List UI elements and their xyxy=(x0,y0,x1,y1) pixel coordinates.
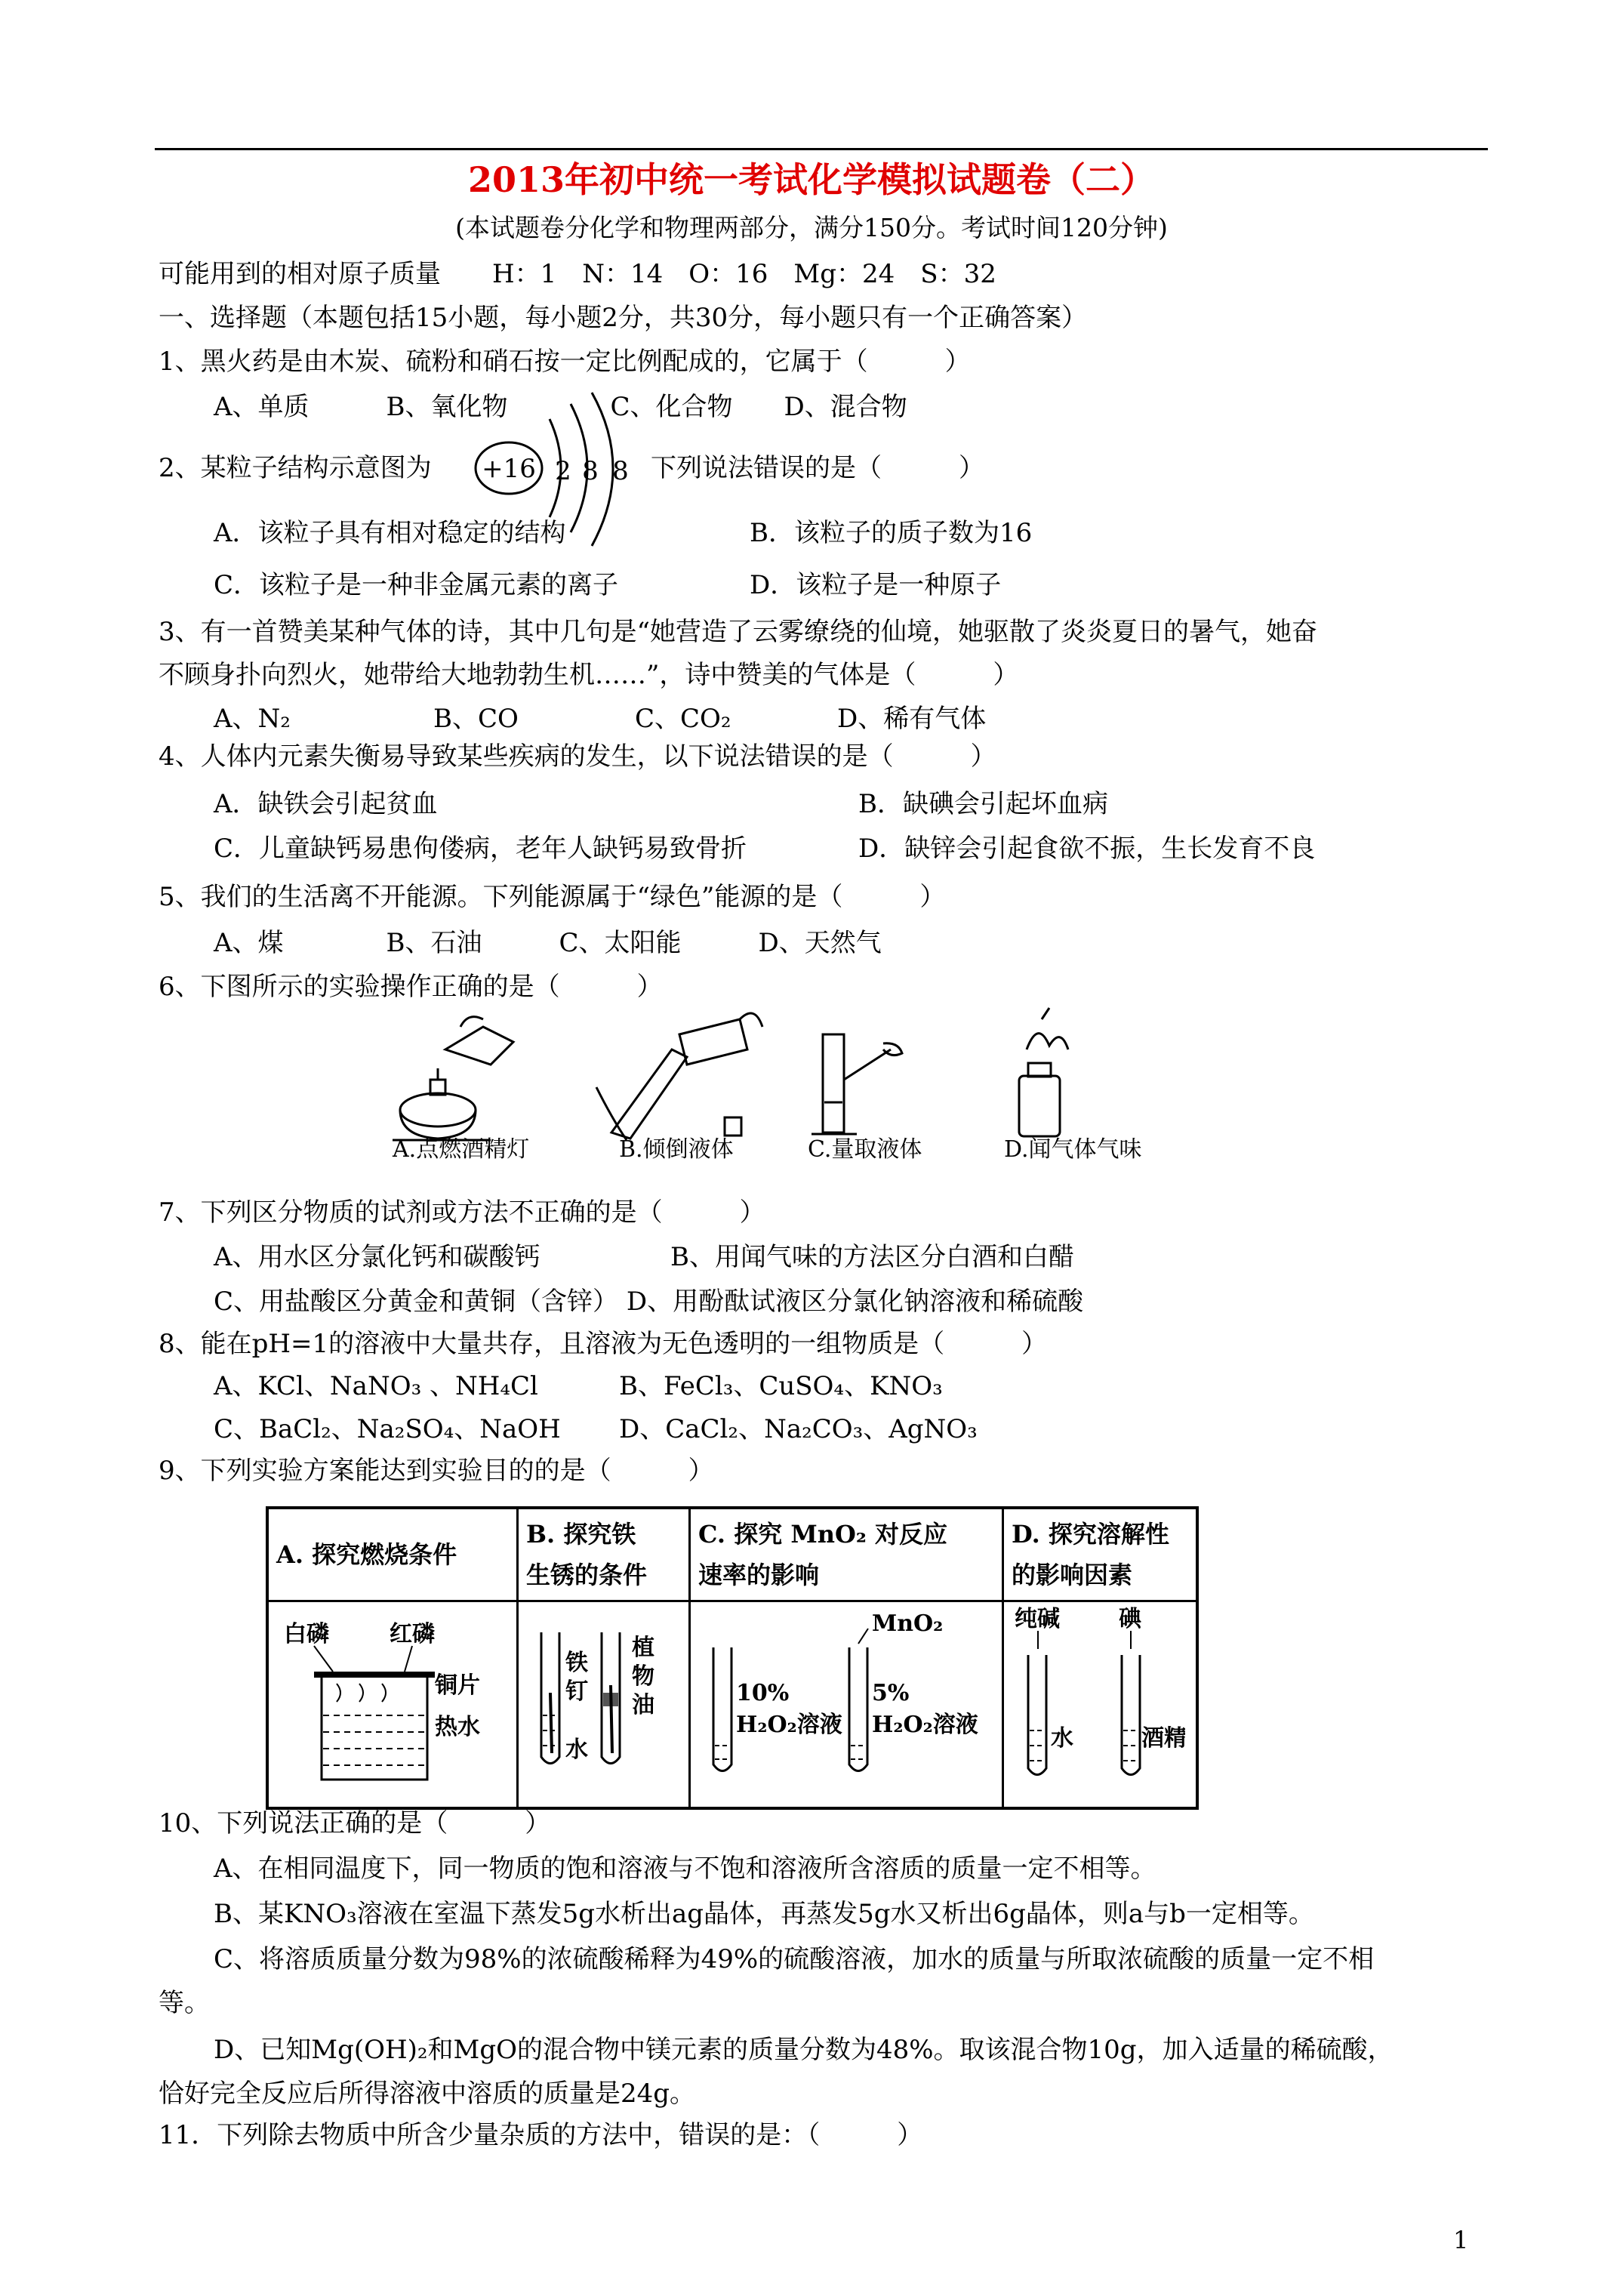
q6-caption-b: B.倾倒液体 xyxy=(619,1136,734,1163)
q5-stem: 5、我们的生活离不开能源。下列能源属于“绿色”能源的是（ ） xyxy=(159,882,946,912)
q2-stem-a: 2、某粒子结构示意图为 xyxy=(159,453,432,483)
q9-experiment-table xyxy=(266,1506,1199,1810)
q9-header-d: D. 探究溶解性 的影响因素 xyxy=(1003,1508,1198,1601)
q9-header-c: C. 探究 MnO₂ 对反应 速率的影响 xyxy=(690,1508,1003,1601)
page-number: 1 xyxy=(1453,2226,1469,2254)
q3-option-a: A、N₂ xyxy=(214,704,291,734)
red-phosphorus-label: 红磷 xyxy=(390,1621,435,1647)
iron-nail-label-2: 钉 xyxy=(565,1678,588,1705)
q3-option-c: C、CO₂ xyxy=(635,704,731,734)
left-solution-label: H₂O₂溶液 xyxy=(736,1712,842,1738)
q9-figure-d xyxy=(1003,1601,1198,1809)
q10-option-a: A、在相同温度下，同一物质的饱和溶液与不饱和溶液所含溶质的质量一定不相等。 xyxy=(214,1854,1156,1884)
water-label-b: 水 xyxy=(565,1737,588,1763)
q9-header-a: A. 探究燃烧条件 xyxy=(267,1508,518,1601)
q8-option-a: A、KCl、NaNO₃ 、NH₄Cl xyxy=(214,1371,538,1401)
oil-label-2: 物 xyxy=(632,1663,654,1690)
mno2-label: MnO₂ xyxy=(872,1610,944,1637)
q2-stem-b: 下列说法错误的是（ ） xyxy=(651,453,984,483)
q4-option-c: C．儿童缺钙易患佝偻病，老年人缺钙易致骨折 xyxy=(214,834,747,864)
oil-label-1: 植 xyxy=(632,1635,654,1661)
q1-stem: 1、黑火药是由木炭、硫粉和硝石按一定比例配成的，它属于（ ） xyxy=(159,347,971,377)
q7-stem: 7、下列区分物质的试剂或方法不正确的是（ ） xyxy=(159,1197,765,1228)
q2-option-d: D．该粒子是一种原子 xyxy=(750,570,1002,600)
mno2-test-tubes-illustration xyxy=(691,1602,987,1795)
exam-title: 2013年初中统一考试化学模拟试题卷（二） xyxy=(467,159,1156,200)
left-concentration-label: 10% xyxy=(736,1680,790,1706)
q10-option-d1: D、已知Mg(OH)₂和MgO的混合物中镁元素的质量分数为48%。取该混合物10g，加入适量的稀硫酸， xyxy=(214,2035,1394,2065)
copper-sheet-label: 铜片 xyxy=(435,1672,480,1699)
q6-caption-a: A.点燃酒精灯 xyxy=(393,1136,530,1163)
q4-option-a: A．缺铁会引起贫血 xyxy=(214,789,438,819)
q2-option-b: B．该粒子的质子数为16 xyxy=(750,518,1033,548)
q6-lab-operations-figure xyxy=(370,1004,1170,1163)
combustion-beaker-illustration xyxy=(269,1602,501,1795)
q3-line2: 不顾身扑向烈火，她带给大地勃勃生机……”，诗中赞美的气体是（ ） xyxy=(159,660,1019,690)
oil-label-3: 油 xyxy=(632,1692,654,1718)
atomic-masses: 可能用到的相对原子质量 H：1 N：14 O：16 Mg：24 S：32 xyxy=(159,259,996,289)
q7-option-b: B、用闻气味的方法区分白酒和白醋 xyxy=(670,1242,1074,1272)
q6-caption-c: C.量取液体 xyxy=(808,1136,922,1163)
q2-option-c: C．该粒子是一种非金属元素的离子 xyxy=(214,570,619,600)
pouring-liquid-illustration xyxy=(596,1013,762,1140)
shell-3-electrons: 8 xyxy=(612,456,629,486)
shell-1-electrons: 2 xyxy=(555,456,571,486)
q9-stem: 9、下列实验方案能达到实验目的的是（ ） xyxy=(159,1456,714,1486)
hot-water-label: 热水 xyxy=(435,1714,480,1740)
q10-option-c2: 等。 xyxy=(159,1988,210,2018)
iron-nail-label-1: 铁 xyxy=(565,1650,588,1676)
q2-option-a: A．该粒子具有相对稳定的结构 xyxy=(214,518,566,548)
q6-caption-d: D.闻气体气味 xyxy=(1004,1136,1142,1163)
q8-option-b: B、FeCl₃、CuSO₄、KNO₃ xyxy=(619,1371,943,1401)
q9-figure-c xyxy=(690,1601,1003,1809)
q3-option-d: D、稀有气体 xyxy=(837,704,987,734)
q8-stem: 8、能在pH=1的溶液中大量共存，且溶液为无色透明的一组物质是（ ） xyxy=(159,1329,1048,1359)
rust-test-tubes-illustration xyxy=(519,1602,673,1795)
q10-option-b: B、某KNO₃溶液在室温下蒸发5g水析出ag晶体，再蒸发5g水又析出6g晶体，则a与b一定相等。 xyxy=(214,1899,1314,1929)
q3-line1: 3、有一首赞美某种气体的诗，其中几句是“她营造了云雾缭绕的仙境，她驱散了炎炎夏日的暑气，她奋 xyxy=(159,617,1318,647)
soda-label: 纯碱 xyxy=(1015,1606,1060,1632)
alcohol-lamp-illustration xyxy=(393,1017,513,1140)
q9-figure-a xyxy=(267,1601,518,1809)
q3-option-b: B、CO xyxy=(433,704,519,734)
q8-option-c: C、BaCl₂、Na₂SO₄、NaOH xyxy=(214,1414,561,1444)
measuring-cylinder-illustration xyxy=(812,1034,902,1134)
white-phosphorus-label: 白磷 xyxy=(284,1621,329,1647)
shell-2-electrons: 8 xyxy=(582,456,599,486)
q7-option-a: A、用水区分氯化钙和碳酸钙 xyxy=(214,1242,540,1272)
smelling-gas-illustration xyxy=(1019,1008,1068,1136)
right-solution-label: H₂O₂溶液 xyxy=(872,1712,978,1738)
q8-option-d: D、CaCl₂、Na₂CO₃、AgNO₃ xyxy=(619,1414,978,1444)
solubility-test-tubes-illustration xyxy=(1004,1602,1185,1795)
q4-stem: 4、人体内元素失衡易导致某些疾病的发生，以下说法错误的是（ ） xyxy=(159,741,996,772)
q1-options: A、单质 B、氧化物 C、化合物 D、混合物 xyxy=(214,392,907,422)
q11-stem: 11．下列除去物质中所含少量杂质的方法中，错误的是：（ ） xyxy=(159,2120,923,2150)
q6-stem: 6、下图所示的实验操作正确的是（ ） xyxy=(159,972,663,1002)
right-concentration-label: 5% xyxy=(872,1680,910,1706)
iodine-label: 碘 xyxy=(1119,1606,1141,1632)
q10-option-d2: 恰好完全反应后所得溶液中溶质的质量是24g。 xyxy=(159,2079,696,2109)
q4-option-b: B．缺碘会引起坏血病 xyxy=(858,789,1108,819)
q7-option-cd: C、用盐酸区分黄金和黄铜（含锌） D、用酚酞试液区分氯化钠溶液和稀硫酸 xyxy=(214,1287,1084,1317)
water-label-d: 水 xyxy=(1051,1725,1073,1752)
nucleus-charge: +16 xyxy=(482,454,536,484)
exam-subtitle: (本试题卷分化学和物理两部分，满分150分。考试时间120分钟) xyxy=(455,213,1168,242)
q10-option-c1: C、将溶质质量分数为98%的浓硫酸稀释为49%的硫酸溶液，加水的质量与所取浓硫酸的质量一定不相 xyxy=(214,1944,1375,1974)
q5-options: A、煤 B、石油 C、太阳能 D、天然气 xyxy=(214,928,882,958)
top-rule xyxy=(155,148,1488,150)
q9-header-b: B. 探究铁 生锈的条件 xyxy=(518,1508,690,1601)
q9-figure-b xyxy=(518,1601,690,1809)
q10-stem: 10、下列说法正确的是（ ） xyxy=(159,1808,551,1838)
q4-option-d: D．缺锌会引起食欲不振，生长发育不良 xyxy=(858,834,1316,864)
alcohol-label: 酒精 xyxy=(1141,1725,1185,1752)
section-heading: 一、选择题（本题包括15小题，每小题2分，共30分，每小题只有一个正确答案） xyxy=(159,303,1088,333)
